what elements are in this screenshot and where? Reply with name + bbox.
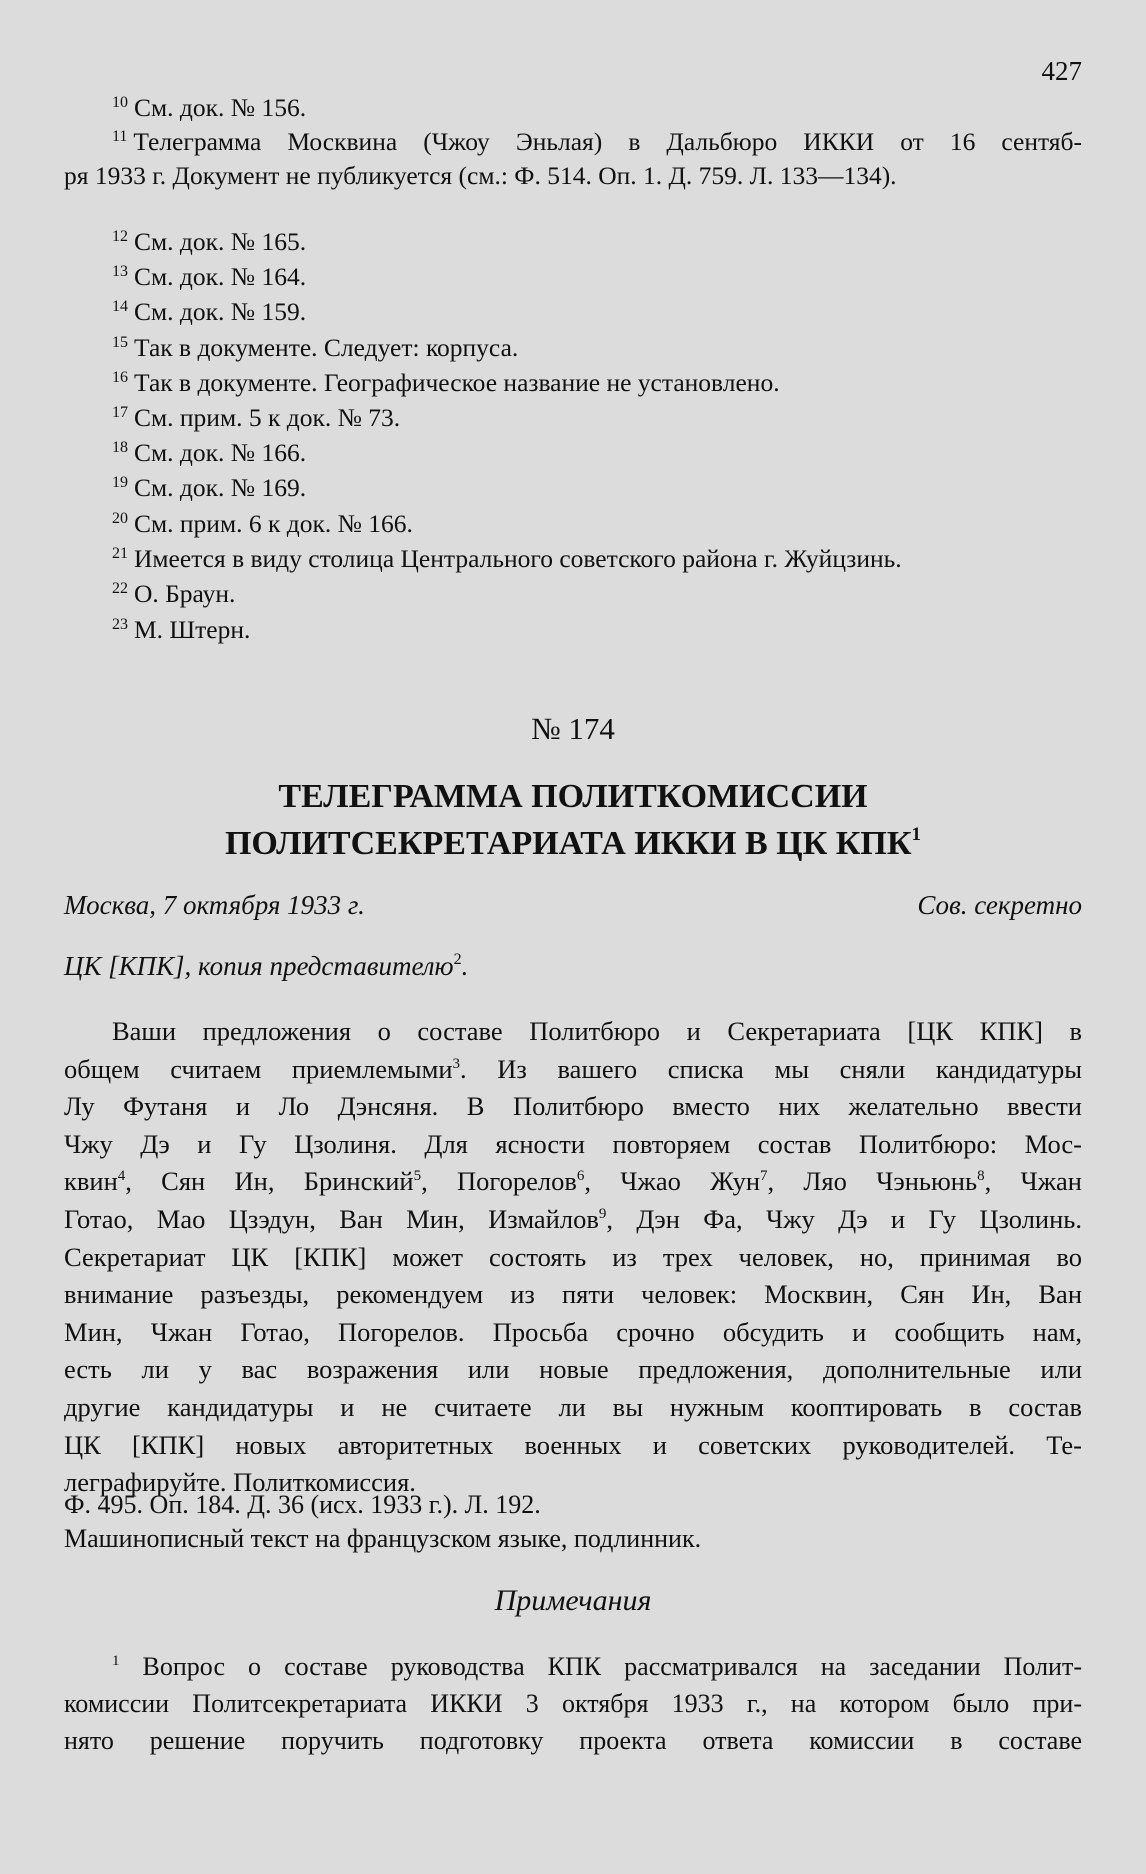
body-line: внимание разъезды, рекомендуем из пяти человек: Москвин, Сян Ин, Ван <box>64 1279 1082 1310</box>
body-line: Чжу Дэ и Гу Цзолиня. Для ясности повторяем состав Политбюро: Мос- <box>64 1128 1082 1159</box>
addressee-footnote-ref: 2 <box>453 951 462 968</box>
note-1 <box>64 1648 1082 1759</box>
body-line: квин$^4$, Сян Ин, Бринский$^5$, Погорелов$^6$, Чжао Жун$^7$, Ляо Чэньюнь$^8$, Чжан <box>64 1166 1082 1197</box>
place-date-row <box>64 890 1082 921</box>
footnote-13: $^{13}$ См. док. № 164. <box>112 262 307 291</box>
footnote-23: $^{23}$ М. Штерн. <box>112 615 251 644</box>
page-number: 427 <box>1041 56 1082 86</box>
body-line: Мин, Чжан Готао, Погорелов. Просьба срочно обсудить и сообщить нам, <box>64 1316 1082 1347</box>
source-description: Машинописный текст на французском языке, подлинник. <box>64 1524 702 1553</box>
footnote-15: $^{15}$ Так в документе. Следует: корпуса. <box>112 333 519 362</box>
note-line: комиссии Политсекретариата ИККИ 3 октября 1933 г., на котором было при- <box>64 1689 1082 1718</box>
note-line: нято решение поручить подготовку проекта ответа комиссии в составе <box>64 1726 1082 1755</box>
place-date: Москва, 7 октября 1933 г. <box>64 890 365 920</box>
archival-source <box>64 1488 701 1556</box>
footnote-19: $^{19}$ См. док. № 169. <box>112 473 307 502</box>
body-line: ЦК [КПК] новых авторитетных военных и советских руководителей. Те- <box>64 1429 1082 1460</box>
footnote-18: $^{18}$ См. док. № 166. <box>112 438 307 467</box>
footnote-17: $^{17}$ См. прим. 5 к док. № 73. <box>112 403 401 432</box>
footnote-21: $^{21}$ Имеется в виду столица Центрального советского района г. Жуйцзинь. <box>112 544 902 573</box>
addressee: ЦК [КПК], копия представителю$^2$. <box>64 951 469 981</box>
footnote-11-cont: ря 1933 г. Документ не публикуется (см.: Ф. 514. Оп. 1. Д. 759. Л. 133—134). <box>64 161 897 190</box>
document-number: № 174 <box>531 711 615 746</box>
note-line: $^1$ Вопрос о составе руководства КПК рассматривался на заседании Полит- <box>112 1652 1082 1681</box>
footnote-16: $^{16}$ Так в документе. Географическое название не установлено. <box>112 368 780 397</box>
document-title <box>0 773 1146 867</box>
notes-heading: Примечания <box>494 1584 652 1617</box>
footnote-20: $^{20}$ См. прим. 6 к док. № 166. <box>112 509 413 538</box>
body-line: Лу Футаня и Ло Дэнсяня. В Политбюро вместо них желательно ввести <box>64 1091 1082 1122</box>
footnote-22: $^{22}$ О. Браун. <box>112 579 236 608</box>
document-title-line-2: ПОЛИТСЕКРЕТАРИАТА ИККИ В ЦК КПК$^1$ <box>224 824 922 862</box>
body-line: Ваши предложения о составе Политбюро и Секретариата [ЦК КПК] в <box>112 1016 1082 1046</box>
body-line: общем считаем приемлемыми$^3$. Из вашего списка мы сняли кандидатуры <box>64 1053 1082 1084</box>
footnote-14: $^{14}$ См. док. № 159. <box>112 297 307 326</box>
document-title-line-1: ТЕЛЕГРАММА ПОЛИТКОМИССИИ <box>278 778 868 815</box>
source-reference: Ф. 495. Оп. 184. Д. 36 (исх. 1933 г.). Л. 192. <box>64 1490 541 1519</box>
title-footnote-ref: 1 <box>911 824 922 845</box>
classification: Сов. секретно <box>917 890 1082 920</box>
body-line: Готао, Мао Цзэдун, Ван Мин, Измайлов$^9$, Дэн Фа, Чжу Дэ и Гу Цзолинь. <box>64 1203 1083 1234</box>
body-line: есть ли у вас возражения или новые предложения, дополнительные или <box>64 1354 1082 1385</box>
footnote-10: $^{10}$ См. док. № 156. <box>112 93 307 122</box>
body-line: другие кандидатуры и не считаете ли вы нужным кооптировать в состав <box>64 1391 1082 1422</box>
body-line: Секретариат ЦК [КПК] может состоять из трех человек, но, принимая во <box>64 1241 1082 1272</box>
telegram-body <box>64 1013 1082 1502</box>
footnote-11: $^{11}$ Телеграмма Москвина (Чжоу Эньлая) в Дальбюро ИККИ от 16 сентяб- ря 1933 г. Документ не публикуется (см.: Ф. 514. Оп. 1. Д. 759. Л. 133—134). <box>64 120 1082 193</box>
footnote-12: $^{12}$ См. док. № 165. <box>112 227 307 256</box>
body-line: леграфируйте. Политкомиссия. <box>64 1467 416 1498</box>
